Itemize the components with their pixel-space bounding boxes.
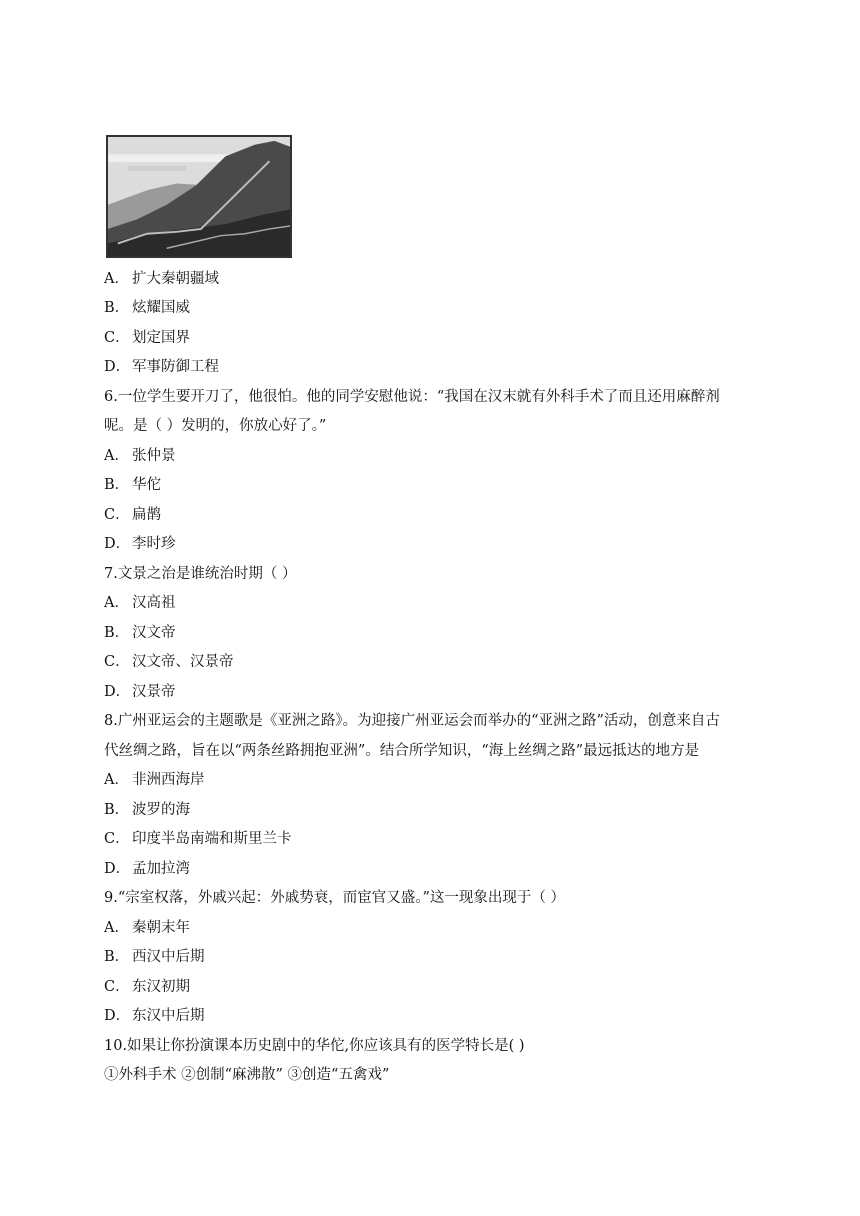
option-text: 扩大秦朝疆域	[132, 271, 219, 287]
q8-stem-line1: 8.广州亚运会的主题歌是《亚洲之路》。为迎接广州亚运会而举办的“亚洲之路”活动，创意来自古	[104, 713, 720, 729]
q7-option-c	[104, 652, 234, 672]
option-letter: A．	[104, 595, 129, 611]
option-letter: B．	[104, 802, 130, 818]
option-letter: C．	[104, 979, 130, 995]
option-letter: B．	[104, 477, 130, 493]
option-letter: D．	[104, 536, 131, 552]
q8-option-a	[104, 770, 205, 790]
option-letter: D．	[104, 359, 131, 375]
option-text: 扁鹊	[132, 507, 161, 523]
option-text: 张仲景	[132, 448, 176, 464]
option-letter: C．	[104, 654, 130, 670]
option-text: 秦朝末年	[132, 920, 190, 936]
q8-option-c	[104, 829, 292, 849]
option-letter: B．	[104, 625, 130, 641]
q6-stem-line2: 呢。是（ ）发明的，你放心好了。”	[104, 418, 327, 434]
q10-stem: 10.如果让你扮演课本历史剧中的华佗,你应该具有的医学特长是( )	[104, 1038, 525, 1054]
option-letter: A．	[104, 920, 129, 936]
option-text: 孟加拉湾	[132, 861, 190, 877]
q6-stem-line1: 6.一位学生要开刀了，他很怕。他的同学安慰他说：“我国在汉末就有外科手术了而且还用麻醉剂	[104, 389, 720, 405]
option-letter: D．	[104, 861, 131, 877]
q8-stem-line2: 代丝绸之路，旨在以“两条丝路拥抱亚洲”。结合所学知识，“海上丝绸之路”最远抵达的地方是	[104, 743, 700, 759]
q5-option-b	[104, 298, 190, 318]
option-letter: D．	[104, 684, 131, 700]
option-letter: B．	[104, 300, 130, 316]
option-text: 华佗	[132, 477, 161, 493]
option-text: 波罗的海	[132, 802, 190, 818]
q5-option-c	[104, 328, 190, 348]
q5-option-a	[104, 269, 219, 289]
q9-stem: 9.“宗室权落，外戚兴起：外戚势衰，而宦官又盛。”这一现象出现于（ ）	[104, 890, 566, 906]
option-letter: B．	[104, 949, 130, 965]
option-letter: A．	[104, 772, 129, 788]
q7-option-a	[104, 593, 176, 613]
option-text: 李时珍	[132, 536, 176, 552]
q5-option-d	[104, 357, 219, 377]
option-text: 汉景帝	[132, 684, 176, 700]
q7-stem: 7.文景之治是谁统治时期（ ）	[104, 566, 297, 582]
option-letter: C．	[104, 507, 130, 523]
option-text: 划定国界	[132, 330, 190, 346]
option-text: 东汉中后期	[132, 1008, 205, 1024]
option-text: 西汉中后期	[132, 949, 205, 965]
q6-option-d	[104, 534, 176, 554]
option-text: 汉高祖	[132, 595, 176, 611]
option-text: 东汉初期	[132, 979, 190, 995]
q7-option-b	[104, 623, 176, 643]
q9-option-c	[104, 977, 190, 997]
option-letter: A．	[104, 271, 129, 287]
great-wall-photo	[106, 135, 292, 258]
option-letter: D．	[104, 1008, 131, 1024]
option-text: 炫耀国威	[132, 300, 190, 316]
q10-choices: ①外科手术 ②创制“麻沸散” ③创造“五禽戏”	[104, 1067, 390, 1083]
q8-option-d	[104, 859, 190, 879]
option-text: 印度半岛南端和斯里兰卡	[132, 831, 292, 847]
q6-option-c	[104, 505, 161, 525]
option-letter: C．	[104, 330, 130, 346]
option-text: 汉文帝	[132, 625, 176, 641]
q9-option-d	[104, 1006, 205, 1026]
q6-option-b	[104, 475, 161, 495]
q9-option-a	[104, 918, 190, 938]
q8-option-b	[104, 800, 190, 820]
option-text: 非洲西海岸	[132, 772, 205, 788]
option-letter: A．	[104, 448, 129, 464]
option-letter: C．	[104, 831, 130, 847]
q9-option-b	[104, 947, 205, 967]
q7-option-d	[104, 682, 176, 702]
option-text: 军事防御工程	[132, 359, 219, 375]
q6-option-a	[104, 446, 176, 466]
option-text: 汉文帝、汉景帝	[132, 654, 234, 670]
